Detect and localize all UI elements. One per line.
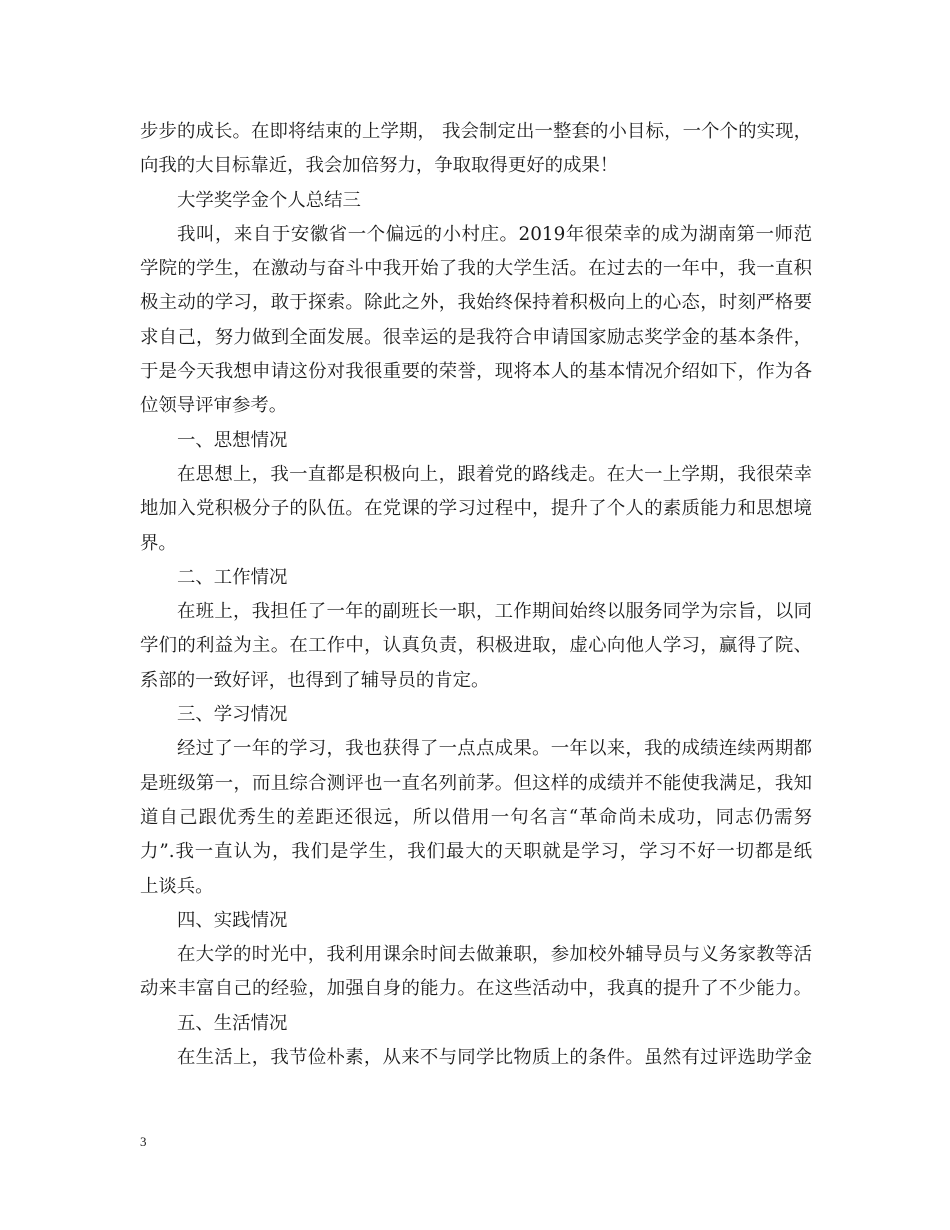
text-line: 在思想上，我一直都是积极向上，跟着党的路线走。在大一上学期，我很荣幸 <box>177 463 812 485</box>
page-number: 3 <box>140 1134 147 1149</box>
text-line: 在生活上，我节俭朴素，从来不与同学比物质上的条件。虽然有过评选助学金 <box>177 1047 812 1069</box>
text-line: 学院的学生，在激动与奋斗中我开始了我的大学生活。在过去的一年中，我一直积 <box>140 258 812 280</box>
text-line: 极主动的学习，敢于探索。除此之外，我始终保持着积极向上的心态，时刻严格要 <box>140 292 812 314</box>
text-line: 动来丰富自己的经验，加强自身的能力。在这些活动中，我真的提升了不少能力。 <box>140 978 812 1000</box>
text-line: 在班上，我担任了一年的副班长一职，工作期间始终以服务同学为宗旨，以同 <box>177 601 812 623</box>
text-line: 步步的成长。在即将结束的上学期， 我会制定出一整套的小目标，一个个的实现， <box>140 121 812 142</box>
text-line: 学们的利益为主。在工作中，认真负责，积极进取，虚心向他人学习，赢得了院、 <box>140 635 812 657</box>
text-line: 五、生活情况 <box>177 1012 288 1034</box>
text-line: 在大学的时光中，我利用课余时间去做兼职，参加校外辅导员与义务家教等活 <box>177 944 812 966</box>
text-line: 二、工作情况 <box>177 566 288 588</box>
text-line: 系部的一致好评，也得到了辅导员的肯定。 <box>140 669 490 691</box>
text-line: 求自己，努力做到全面发展。很幸运的是我符合申请国家励志奖学金的基本条件， <box>140 326 812 348</box>
text-line: 位领导评审参考。 <box>140 395 288 417</box>
text-line: 上谈兵。 <box>140 875 214 897</box>
text-line: 四、实践情况 <box>177 909 288 931</box>
text-line: 三、学习情况 <box>177 704 288 726</box>
text-line: 力”.我一直认为，我们是学生，我们最大的天职就是学习，学习不好一切都是纸 <box>140 841 812 863</box>
text-line: 于是今天我想申请这份对我很重要的荣誉，现将本人的基本情况介绍如下，作为各 <box>140 361 812 383</box>
text-line: 经过了一年的学习，我也获得了一点点成果。一年以来，我的成绩连续两期都 <box>177 738 812 760</box>
text-line: 地加入党积极分子的队伍。在党课的学习过程中，提升了个人的素质能力和思想境 <box>140 498 812 520</box>
text-line: 界。 <box>140 532 177 554</box>
text-line: 大学奖学金个人总结三 <box>177 189 361 211</box>
text-line: 我叫，来自于安徽省一个偏远的小村庄。2019年很荣幸的成为湖南第一师范 <box>177 223 812 245</box>
text-line: 一、思想情况 <box>177 429 288 451</box>
text-line: 道自己跟优秀生的差距还很远，所以借用一句名言“革命尚未成功，同志仍需努 <box>140 806 812 828</box>
text-line: 是班级第一，而且综合测评也一直名列前茅。但这样的成绩并不能使我满足，我知 <box>140 772 812 794</box>
document-body <box>140 115 812 1075</box>
text-line: 向我的大目标靠近，我会加倍努力，争取取得更好的成果！ <box>140 155 619 177</box>
